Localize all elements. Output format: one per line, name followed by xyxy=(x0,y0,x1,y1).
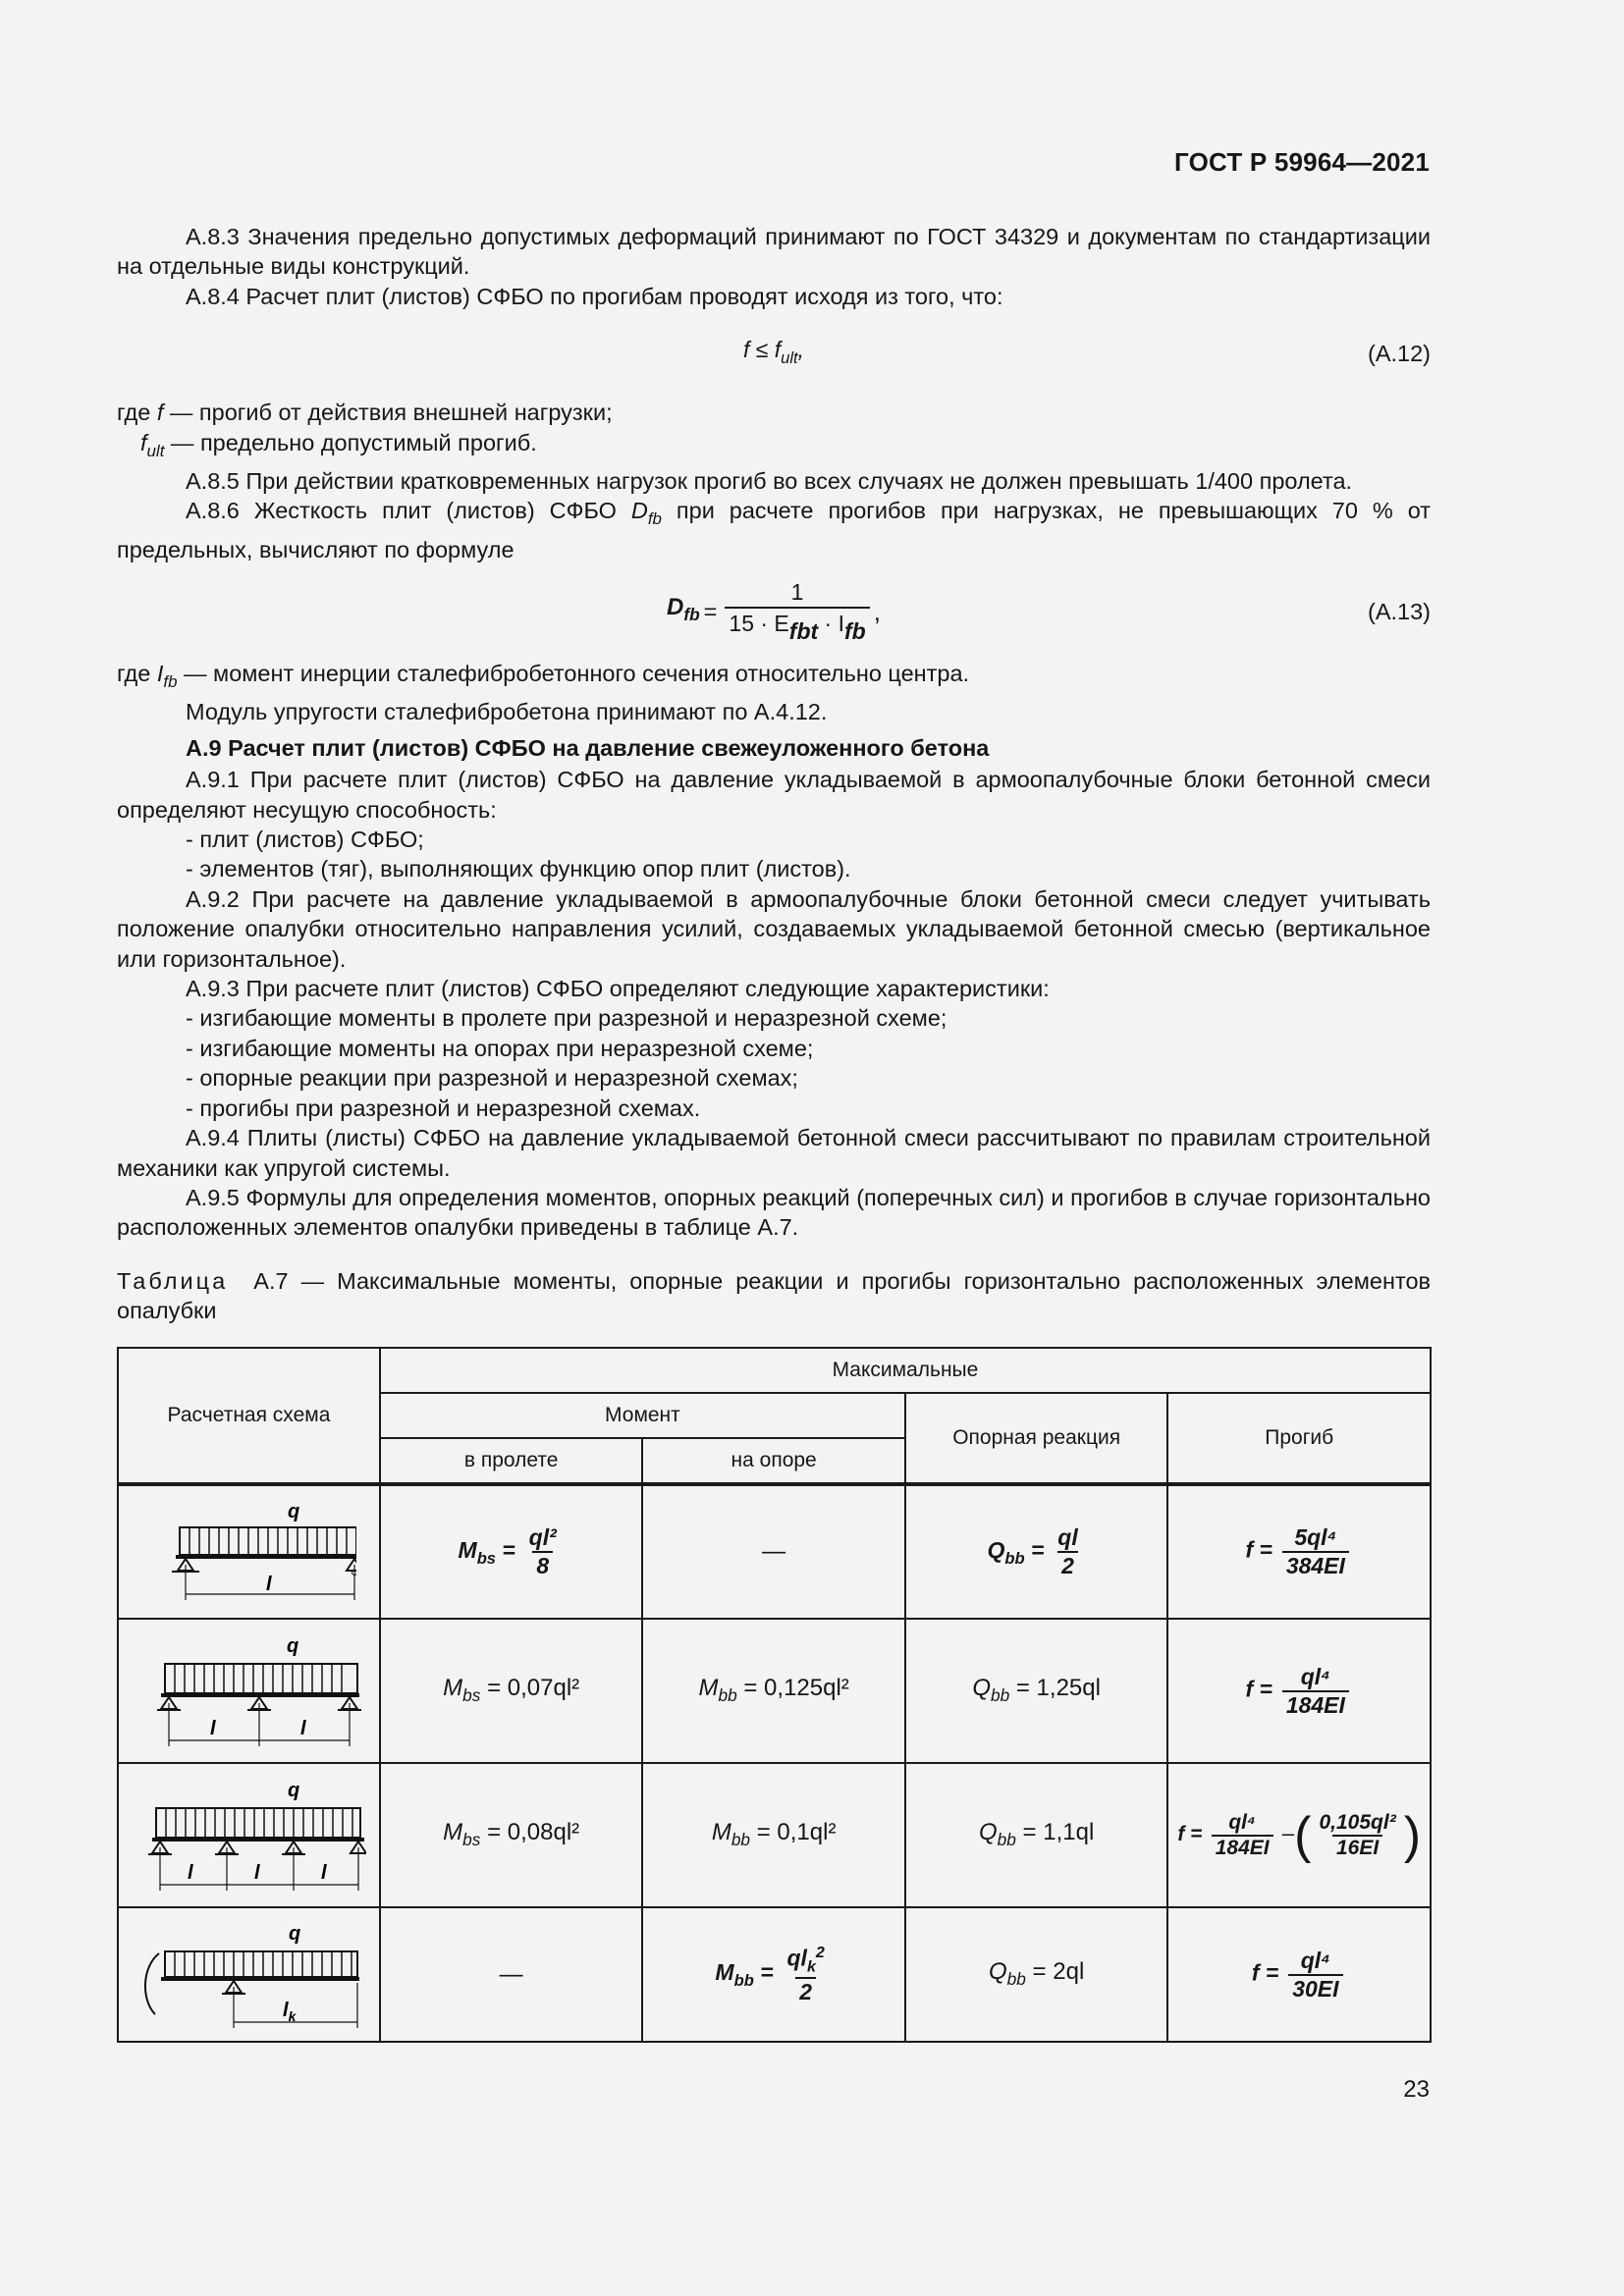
cell-m-support-4: $M_{bb}$ = $\frac{ql_k^2}{2}$ xyxy=(642,1907,905,2042)
table-row xyxy=(118,1763,1431,1907)
load-label: q xyxy=(288,1779,300,1801)
span-label: l xyxy=(254,1861,261,1884)
cell-m-span-2: $M_{bs} = 0,07ql^2$ xyxy=(380,1619,642,1763)
header-span: в пролете xyxy=(380,1438,642,1484)
formula-a13-denominator: 15 · Efbt · Ifb xyxy=(725,607,869,646)
page-number: 23 xyxy=(1403,2076,1430,2103)
body-text xyxy=(117,222,1431,1349)
span-label: l xyxy=(266,1574,273,1595)
beam-diagram-icon xyxy=(131,1773,366,1898)
span-label: l xyxy=(188,1861,194,1884)
cell-m-support-1: — xyxy=(642,1484,905,1619)
where-fult: $f_{ult}$ — предельно допустимый прогиб. xyxy=(140,429,537,460)
span-label: l xyxy=(300,1717,307,1739)
formula-a13-numerator: 1 xyxy=(790,578,804,605)
cell-m-support-3: $M_{bb} = 0,1ql^2$ xyxy=(642,1763,905,1907)
scheme-two-span-beam xyxy=(118,1619,380,1763)
para-a85: А.8.5 При действии кратковременных нагрузок прогиб во всех случаях не должен превышать 1/400 пролета. xyxy=(186,467,1353,494)
para-a83: А.8.3 Значения предельно допустимых деформаций принимают по ГОСТ 34329 и документам по стандартизации на отдельные виды конструкций. xyxy=(117,224,1431,280)
formula-a12-lhs: f ≤ f xyxy=(742,336,782,362)
table-caption: Таблица А.7 — Максимальные моменты, опорные реакции и прогибы горизонтально расположенных элементов опалубки xyxy=(117,1267,1432,1324)
load-label: q xyxy=(288,1501,300,1522)
table-a7 xyxy=(117,1347,1432,2043)
where-f: где f — прогиб от действия внешней нагрузки; xyxy=(117,400,613,426)
beam-diagram-icon xyxy=(135,1916,361,2034)
formula-a13: $D_{fb}$ = $\frac{1}{\text{15 · Efbt · Ifb}}$ , (А.13) xyxy=(117,570,1431,653)
header-max: Максимальные xyxy=(380,1348,1431,1393)
list-item: - плит (листов) СФБО; xyxy=(186,827,424,853)
para-a91: А.9.1 При расчете плит (листов) СФБО на давление укладываемой в армоопалубочные блоки бетонной смеси определяют несущую способность: xyxy=(117,767,1431,823)
header-deflection: Прогиб xyxy=(1167,1393,1431,1484)
cell-m-span-3: $M_{bs} = 0,08ql^2$ xyxy=(380,1763,642,1907)
para-modulus: Модуль упругости сталефибробетона принимают по А.4.12. xyxy=(186,699,828,725)
list-item: - элементов (тяг), выполняющих функцию опор плит (листов). xyxy=(186,856,851,882)
header-reaction: Опорная реакция xyxy=(905,1393,1168,1484)
para-a92: А.9.2 При расчете на давление укладываемой в армоопалубочные блоки бетонной смеси следует учитывать положение опалубки относительно направления усилий, создаваемых укладываемой бетонной смесью (вертикальное или горизонтальное). xyxy=(117,885,1431,972)
list-item: - изгибающие моменты в пролете при разрезной и неразрезной схеме; xyxy=(186,1005,947,1032)
scheme-cantilever xyxy=(118,1907,380,2042)
table-row xyxy=(118,1484,1431,1619)
equation-number-a13: (А.13) xyxy=(1368,598,1431,624)
para-a86: А.8.6 Жесткость плит (листов) СФБО $D_{fb}$ при расчете прогибов при нагрузках, не превышающих 70 % от предельных, вычисляют по формуле xyxy=(117,498,1432,562)
equation-number-a12: (А.12) xyxy=(1368,341,1431,367)
cell-reaction-1: $Q_{bb}$ = $\frac{ql}{2}$ xyxy=(905,1484,1168,1619)
formula-a12 xyxy=(117,317,1431,390)
formula-a12-sub: ult xyxy=(781,347,798,367)
header-moment: Момент xyxy=(380,1393,905,1438)
para-a93: А.9.3 При расчете плит (листов) СФБО определяют следующие характеристики: xyxy=(186,976,1050,1002)
cell-m-span-1: $M_{bs}$ = $\frac{\text{ql²}}{8}$ xyxy=(380,1484,642,1619)
cell-deflection-1: f = $\frac{\text{5ql⁴}}{384EI}$ xyxy=(1167,1484,1431,1619)
para-a95: А.9.5 Формулы для определения моментов, опорных реакций (поперечных сил) и прогибов в случае горизонтально расположенных элементов опалубки приведены в таблице А.7. xyxy=(117,1184,1431,1241)
load-label: q xyxy=(287,1634,299,1657)
beam-diagram-icon xyxy=(135,1629,361,1754)
cell-deflection-4: f = $\frac{\text{ql⁴}}{30EI}$ xyxy=(1167,1907,1431,2042)
cell-reaction-3: $Q_{bb} = 1,1ql$ xyxy=(905,1763,1168,1907)
cell-m-support-2: $M_{bb} = 0,125ql^2$ xyxy=(642,1619,905,1763)
table-row xyxy=(118,1619,1431,1763)
header-support: на опоре xyxy=(642,1438,905,1484)
cell-m-span-4: — xyxy=(380,1907,642,2042)
scheme-three-span-beam xyxy=(118,1763,380,1907)
scheme-simple-beam xyxy=(118,1484,380,1619)
list-item: - изгибающие моменты на опорах при неразрезной схеме; xyxy=(186,1035,814,1061)
span-label: l xyxy=(210,1717,217,1739)
beam-diagram-icon xyxy=(140,1494,356,1610)
span-label: l xyxy=(321,1861,328,1884)
page-header: ГОСТ Р 59964—2021 xyxy=(1174,147,1430,177)
cell-reaction-4: $Q_{bb} = 2ql$ xyxy=(905,1907,1168,2042)
list-item: - опорные реакции при разрезной и неразрезной схемах; xyxy=(186,1065,798,1092)
cell-deflection-2: f = $\frac{\text{ql⁴}}{184EI}$ xyxy=(1167,1619,1431,1763)
cell-deflection-3: f = $\frac{\text{ql⁴}}{184EI}$ –( $\frac{\text{0,105ql²}}{16EI}$ ) xyxy=(1167,1763,1431,1907)
formula-a12-tail: , xyxy=(797,336,805,362)
list-item: - прогибы при разрезной и неразрезной схемах. xyxy=(186,1095,701,1121)
table-row xyxy=(118,1907,1431,2042)
cell-reaction-2: $Q_{bb} = 1,25ql$ xyxy=(905,1619,1168,1763)
span-label-k: $l_k$ xyxy=(283,1999,297,2024)
header-scheme: Расчетная схема xyxy=(118,1348,380,1484)
load-label: q xyxy=(289,1922,301,1945)
para-a94: А.9.4 Плиты (листы) СФБО на давление укладываемой бетонной смеси рассчитывают по правилам строительной механики как упругой системы. xyxy=(117,1125,1431,1181)
para-a84: А.8.4 Расчет плит (листов) СФБО по прогибам проводят исходя из того, что: xyxy=(186,283,1003,309)
heading-a9: А.9 Расчет плит (листов) СФБО на давление свежеуложенного бетона xyxy=(186,734,990,761)
where-i: где $I_{fb}$ — момент инерции сталефибробетонного сечения относительно центра. xyxy=(117,661,970,692)
